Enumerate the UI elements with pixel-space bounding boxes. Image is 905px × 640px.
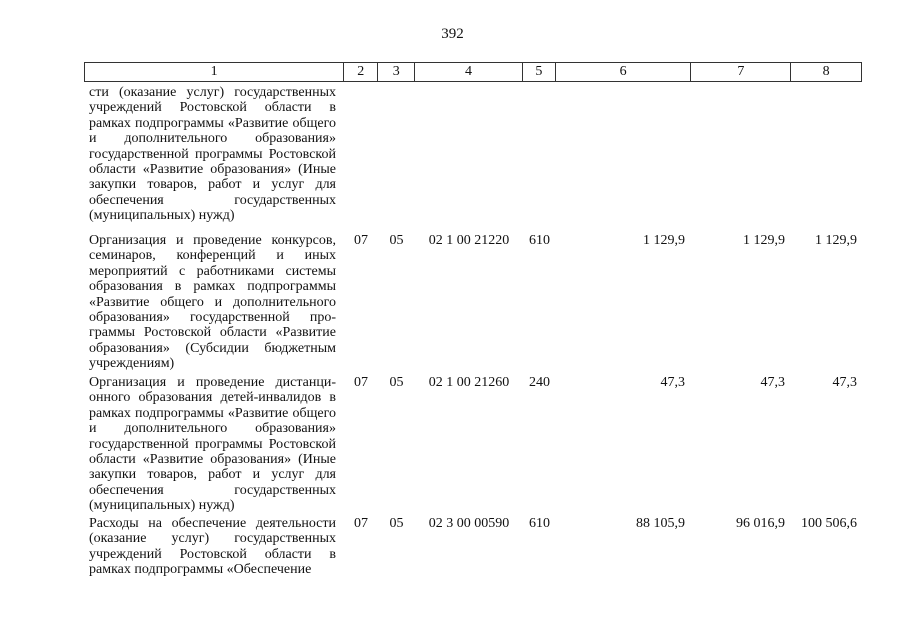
expense-type-code: 610: [529, 516, 550, 531]
section-code: 07: [354, 516, 368, 531]
target-article-code: 02 1 00 21220: [428, 233, 510, 248]
row-description: Организация и проведение дистанционного образования детей-инвалидов в рамках подпрограммы «Развитие общего и дополнительного образования» государственной программы Ростовской области «Развитие образования» (Иные закупки товаров, работ и услуг для обеспечения государственных (муниципальных) нужд): [89, 375, 336, 514]
row-description: сти (оказание услуг) государственных учреждений Ростовской области в рамках подпрограммы «Развитие общего и дополнительного образования» государственной программы Ростовской области «Развитие образования» (Иные закупки товаров, работ и услуг для обеспечения государственных (муниципальных) нужд): [89, 85, 336, 224]
row-description: Организация и проведение конкурсов, семинаров, конференций и иных мероприятий с работниками системы образования в рамках подпрограммы «Развитие общего и дополнительного образования» государственной программы Ростовской области «Развитие образования» (Субсидии бюджетным учреждениям): [89, 233, 336, 372]
section-code: 07: [354, 233, 368, 248]
header-col-4: 4: [415, 63, 523, 81]
amount-col-7: 47,3: [760, 375, 785, 390]
expense-type-code: 610: [529, 233, 550, 248]
amount-col-6: 47,3: [660, 375, 685, 390]
row-description: Расходы на обеспечение деятельности (оказание услуг) государственных учреждений Ростовской области в рамках подпрограммы «Обеспечение: [89, 516, 336, 578]
header-col-3: 3: [378, 63, 415, 81]
subsection-code: 05: [389, 516, 404, 531]
amount-col-7: 1 129,9: [743, 233, 785, 248]
header-col-5: 5: [523, 63, 556, 81]
header-col-7: 7: [691, 63, 791, 81]
subsection-code: 05: [389, 375, 404, 390]
header-col-1: 1: [85, 63, 344, 81]
target-article-code: 02 1 00 21260: [428, 375, 510, 390]
subsection-code: 05: [389, 233, 404, 248]
header-col-6: 6: [556, 63, 692, 81]
section-code: 07: [354, 375, 368, 390]
amount-col-8: 100 506,6: [801, 516, 857, 531]
header-col-2: 2: [344, 63, 378, 81]
amount-col-6: 1 129,9: [643, 233, 685, 248]
table-header: [84, 62, 862, 82]
expense-type-code: 240: [529, 375, 550, 390]
target-article-code: 02 3 00 00590: [428, 516, 510, 531]
amount-col-6: 88 105,9: [636, 516, 685, 531]
amount-col-7: 96 016,9: [736, 516, 785, 531]
page-number: 392: [441, 26, 464, 42]
header-col-8: 8: [822, 64, 830, 79]
amount-col-8: 1 129,9: [815, 233, 857, 248]
amount-col-8: 47,3: [832, 375, 857, 390]
